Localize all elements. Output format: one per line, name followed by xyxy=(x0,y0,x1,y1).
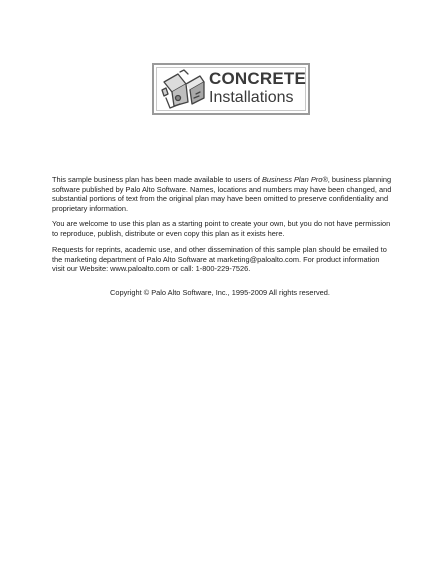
copyright-notice: Copyright © Palo Alto Software, Inc., 1995-2009 All rights reserved. xyxy=(110,288,330,297)
concrete-tools-illustration-icon xyxy=(160,68,208,110)
requests-paragraph xyxy=(52,245,392,274)
intro-text-start: This sample business plan has been made available to users of xyxy=(52,175,262,184)
company-logo xyxy=(152,63,310,115)
product-name: Business Plan Pro® xyxy=(261,175,328,184)
logo-subtitle: Installations xyxy=(209,89,294,106)
intro-text-end: , business planning software published by Palo Alto Software. Names, locations and numbers may have been changed, and substantial portions of text from the original plan may have been omitted to preserve confidentiality and proprietary information. xyxy=(52,175,392,213)
permission-paragraph xyxy=(52,219,392,238)
requests-text: Requests for reprints, academic use, and other dissemination of this sample plan should be emailed to the marketing department of Palo Alto Software at marketing@paloalto.com. For product information visit our Website: www.paloalto.com or call: 1-800-229-7526. xyxy=(52,245,387,274)
intro-paragraph xyxy=(52,175,392,213)
permission-text: You are welcome to use this plan as a starting point to create your own, but you do not have permission to reproduce, publish, distribute or even copy this plan as it exists here. xyxy=(52,219,391,238)
logo-title: CONCRETE xyxy=(209,69,306,88)
